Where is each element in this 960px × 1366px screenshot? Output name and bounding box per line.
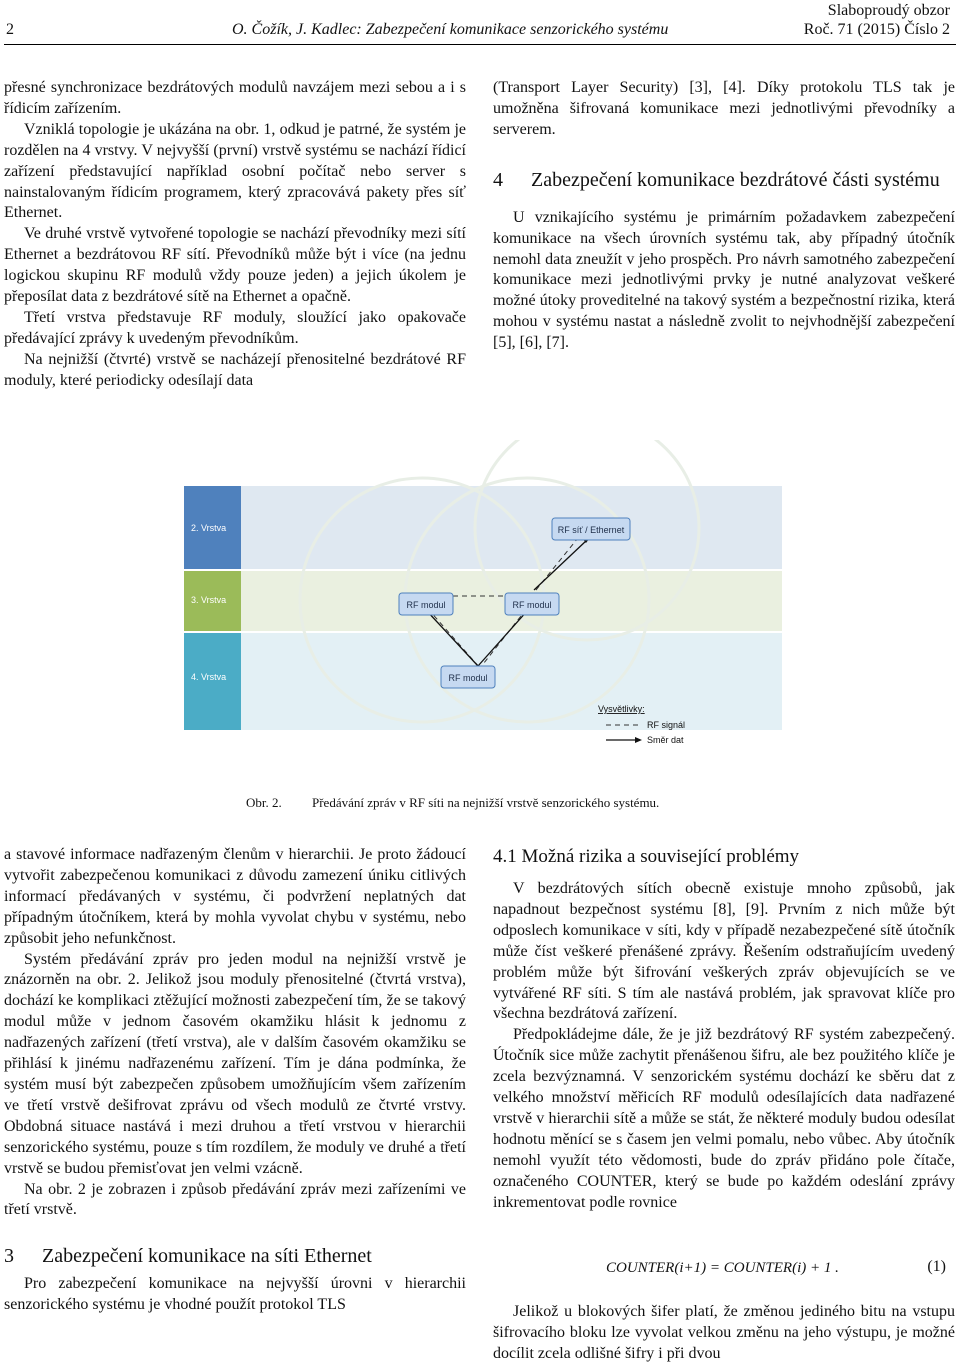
top-left-column xyxy=(4,78,466,392)
rf-module-label: RF modul xyxy=(512,600,552,610)
section-title: Zabezpečení komunikace na síti Ethernet xyxy=(42,1245,372,1268)
layer2-label: 2. Vrstva xyxy=(191,523,227,533)
paragraph: Jelikož u blokových šifer platí, že změnou jediného bitu na vstupu šifrovacího bloku lze vyvolat velkou změnu na jeho výstupu, je možné docílit zcela odlišné šifry i při dvou xyxy=(493,1303,955,1362)
page-number: 2 xyxy=(6,21,14,38)
section-heading xyxy=(4,1243,466,1270)
journal-name: Slaboproudý obzor xyxy=(827,2,950,19)
paragraph: Předpokládejme dále, že je již bezdrátový RF systém zabezpečený. Útočník sice může zachytit přenášenou šifru, ale bez použitého klíče je zcela bezvýznamná. V senzorickém systému dochází ke sběru dat z velkého množství měřicích RF modulů odesílajících data nadřazené vrstvě v hierarchii sítě a může se stát, že některé moduly budou odesílat hodnotu měnící se s časem jen velmi pomalu, nebo vůbec. Aby útočník nemohl využít této vědomosti, bude do zpráv přidáno pole čítače, označeného COUNTER, který se bude po každém odeslání zprávy inkrementovat podle rovnice xyxy=(493,1026,955,1211)
section-heading xyxy=(493,167,955,194)
paragraph: V bezdrátových sítích obecně existuje mnoho způsobů, jak napadnout bezpečnost systému [8], [9]. Prvním z nich může být odposlech komunikace v síti, kdy v případě nezabezpečené sítě útočník může číst veškeré přenášené zprávy. Řešením odstraňujícím uvedený problém může být šifrování veškerých zpráv objevujících se ve vytvářené RF síti. S tím ale nastává problém, jak spravovat klíče pro všechna bezdrátová zařízení. xyxy=(493,880,955,1023)
legend-direction: Směr dat xyxy=(647,735,684,745)
section-title: Zabezpečení komunikace bezdrátové části systému xyxy=(531,168,940,191)
equation: COUNTER(i+1) = COUNTER(i) + 1 . xyxy=(606,1260,839,1276)
network-diagram xyxy=(182,440,782,785)
paragraph: Vzniklá topologie je ukázána na obr. 1, odkud je patrné, že systém je rozdělen na 4 vrstvy. V nejvyšší (první) vrstvě systému se nachází řídicí zařízení představující například osobní počítač nebo server s nainstalovaným řídicím programem, který zpracovává pakety přes síť Ethernet. xyxy=(4,120,466,222)
paragraph: Na obr. 2 je zobrazen i způsob předávání zpráv mezi zařízeními ve třetí vrstvě. xyxy=(4,1180,466,1219)
gateway-label: RF síť / Ethernet xyxy=(557,525,625,535)
layer3-label: 3. Vrstva xyxy=(191,595,227,605)
legend-title: Vysvětlivky: xyxy=(598,704,645,714)
bottom-right-column xyxy=(493,845,955,1214)
caption-text: Předávání zpráv v RF síti na nejnižší vrstvě senzorického systému. xyxy=(312,795,660,810)
section-number: 4 xyxy=(493,168,503,191)
paragraph: přesné synchronizace bezdrátových modulů navzájem mezi sebou a i s řídicím zařízením. xyxy=(4,79,466,117)
legend-signal: RF signál xyxy=(647,720,686,730)
subsection-heading: 4.1 Možná rizika a související problémy xyxy=(493,846,800,867)
paragraph: Na nejnižší (čtvrté) vrstvě se nacházejí přenositelné bezdrátové RF moduly, které periodicky odesílají data xyxy=(4,350,466,389)
journal-issue: Roč. 71 (2015) Číslo 2 xyxy=(803,21,950,38)
paragraph: a stavové informace nadřazeným členům v hierarchii. Je proto žádoucí vytvořit zabezpečenou komunikaci z důvodu zamezení úniku citlivých informací předávaných v systému, či podvržení neplatných dat případným útočníkem, která by mohla vyvolat chybu v systému, nebo způsobit jeho nefunkčnost. xyxy=(4,846,466,947)
figure-caption xyxy=(246,795,659,811)
equation-number: (1) xyxy=(927,1258,946,1275)
paragraph: U vznikajícího systému je primárním požadavkem zabezpečení komunikace na všech úrovních systému tak, aby případný útočník nemohl data zneužít v jeho prospěch. Pro návrh samotného zabezpečení komunikace mezi jednotlivými prvky je nutné analyzovat veškeré možné útoky proveditelné na takový systém a bezpečnostní rizika, která mohou v systému nastat a následně zvolit to nejvhodnější zabezpečení [5], [6], [7]. xyxy=(493,208,955,352)
paragraph: Třetí vrstva představuje RF moduly, sloužící jako opakovače předávající zprávy k uvedeným převodníkům. xyxy=(4,308,466,347)
bottom-right-continuation xyxy=(493,1302,955,1365)
paragraph: Ve druhé vrstvě vytvořené topologie se nachází převodníky mezi sítí Ethernet a bezdrátovou RF sítí. Převodníků může být i více (na jednu logickou skupinu RF modulů vždy pouze jeden) a jejich úkolem je přeposílat data z bezdrátové sítě na Ethernet a opačně. xyxy=(4,225,466,306)
bottom-left-column xyxy=(4,845,466,1316)
caption-label: Obr. 2. xyxy=(246,795,282,810)
paragraph: (Transport Layer Security) [3], [4]. Díky protokolu TLS tak je umožněna šifrovaná komunikace mezi jednotlivými převodníky a serverem. xyxy=(493,79,955,138)
top-right-column xyxy=(493,78,955,354)
paragraph: Pro zabezpečení komunikace na nejvyšší úrovni v hierarchii senzorického systému je vhodné použít protokol TLS xyxy=(4,1275,466,1314)
paragraph: Systém předávání zpráv pro jeden modul na nejnižší vrstvě je znázorněn na obr. 2. Jelikož jsou moduly přenositelné (čtvrtá vrstva), dochází ke komplikaci ztěžující možnosti zabezpečení tím, že se takový modul může v jednom časovém okamžiku hlásit k jednomu z nadřazených zařízení (třetí vrstva), ale v dalším časovém okamžiku se přihlásí k jinému nadřazenému zařízení. Tím je dána podmínka, že systém musí být zabezpečen způsobem umožňujícím všem zařízením ve třetí vrstvě dešifrovat zprávu od všech modulů ze čtvrté vrstvy. Obdobná situace nastává i mezi druhou a třetí vrstvou v hierarchii senzorického systému, pouze s tím rozdílem, že moduly ve druhé a třetí vrstvě se budou přemisťovat jen velmi vzácně. xyxy=(4,950,466,1177)
rf-module-label: RF modul xyxy=(406,600,446,610)
running-title: O. Čožík, J. Kadlec: Zabezpečení komunikace senzorického systému xyxy=(232,21,669,38)
layer4-label: 4. Vrstva xyxy=(191,672,227,682)
header-rule xyxy=(4,44,956,45)
section-number: 3 xyxy=(4,1245,14,1268)
rf-module-label: RF modul xyxy=(448,673,488,683)
